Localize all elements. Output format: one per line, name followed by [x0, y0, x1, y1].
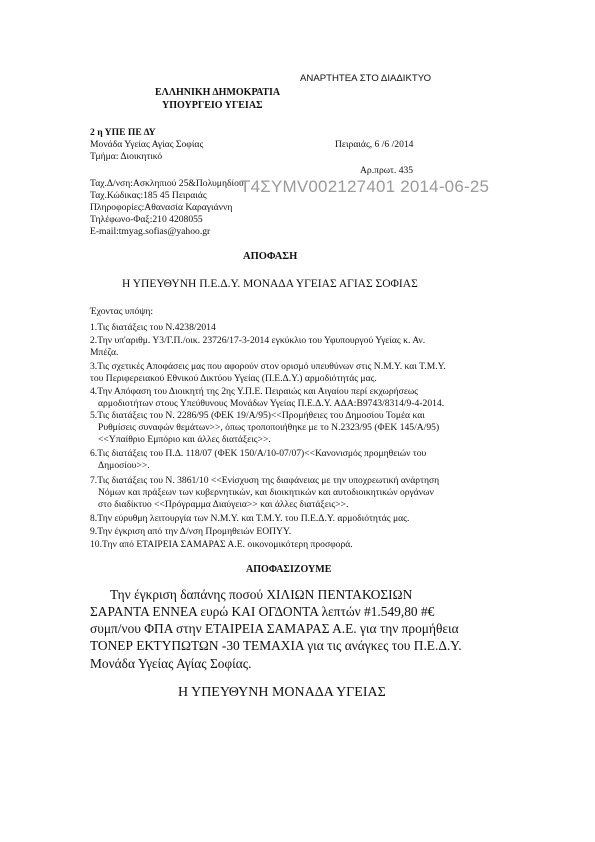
- decision-line-2: ΣΑΡΑΝΤΑ ΕΝΝΕΑ ευρώ ΚΑΙ ΟΓΔΟΝΤΑ λεπτών #1.549,80 #€: [90, 604, 435, 619]
- item-2-cont: Μπέζα.: [90, 347, 119, 358]
- decision-line-1: Την έγκριση δαπάνης ποσού ΧΙΛΙΩΝ ΠΕΝΤΑΚΟΣΙΩΝ: [110, 587, 413, 602]
- item-7-cont-2: στο διαδίκτυο <<Πρόγραμμα Διαύγεια>> και άλλες διατάξεις>>.: [98, 499, 349, 510]
- item-9: 9.Την έγκριση από την Δ/νση Προμηθειών ΕΟΠΥΥ.: [90, 526, 292, 537]
- decision-line-3: συμπ/νου ΦΠΑ στην ΕΤΑΙΡΕΙΑ ΣΑΜΑΡΑΣ Α.Ε. για την προμήθεια: [90, 621, 459, 636]
- item-5-cont-2: <<Υπαίθριο Εμπόριο και άλλες διατάξεις>>.: [98, 434, 271, 445]
- item-6: 6.Τις διατάξεις του Π.Δ. 118/07 (ΦΕΚ 150/Α/10-07/07)<<Κανονισμός προμηθειών του: [90, 448, 427, 459]
- signature-title: Η ΥΠΕΥΘΥΝΗ ΜΟΝΑΔΑ ΥΓΕΙΑΣ: [178, 685, 386, 700]
- phone-fax: Τηλέφωνο-Φαξ:210 4208055: [90, 214, 203, 225]
- address: Ταχ.Δ/νση:Ασκληπιού 25&Πολυμηδίου: [90, 178, 244, 189]
- item-5: 5.Τις διατάξεις του Ν. 2286/95 (ΦΕΚ 19/Α/95)<<Προμήθειες του Δημοσίου Τομέα και: [90, 410, 425, 421]
- publish-note: ΑΝΑΡΤΗΤΕΑ ΣΤΟ ΔΙΑΔΙΚΤΥΟ: [300, 73, 432, 84]
- item-6-cont: Δημοσίου>>.: [98, 460, 150, 471]
- decision-line-5: Μονάδα Υγείας Αγίας Σοφίας.: [90, 656, 252, 671]
- item-10: 10.Την από ΕΤΑΙΡΕΙΑ ΣΑΜΑΡΑΣ Α.Ε. οικονομικότερη προσφορά.: [90, 539, 353, 550]
- decide-heading: ΑΠΟΦΑΣΙΖΟΥΜΕ: [246, 564, 332, 575]
- item-4: 4.Την Απόφαση του Διοικητή της 2ης Υ.Π.Ε. Πειραιώς και Αιγαίου περί εκχωρήσεως: [90, 386, 418, 397]
- email: E-mail:tmyag.sofias@yahoo.gr: [90, 226, 211, 237]
- place-date: Πειραιάς, 6 /6 /2014: [335, 139, 414, 150]
- decision-heading: ΑΠΟΦΑΣΗ: [243, 251, 298, 262]
- ministry-title: ΥΠΟΥΡΓΕΙΟ ΥΓΕΙΑΣ: [162, 100, 263, 111]
- item-1: 1.Τις διατάξεις του Ν.4238/2014: [90, 322, 216, 333]
- item-2: 2.Την υπ'αριθμ. Υ3/Γ.Π./οικ. 23726/17-3-2014 εγκύκλιο του Υφυπουργού Υγείας κ. Αν.: [90, 335, 426, 346]
- item-5-cont: Ρυθμίσεις συναφών θεμάτων>>, όπως τροποποιήθηκε με το Ν.2323/95 (ΦΕΚ 145/Α/95): [98, 422, 440, 433]
- item-3: 3.Τις σχετικές Αποφάσεις μας που αφορούν στον ορισμό υπευθύνων στις Ν.Μ.Υ. και Τ.Μ.Υ.: [90, 361, 446, 372]
- item-8: 8.Την εύρυθμη λειτουργία των Ν.Μ.Υ. και Τ.Μ.Υ. του Π.Ε.Δ.Υ. αρμοδιότητάς μας.: [90, 513, 410, 524]
- unit-name: Μονάδα Υγείας Αγίας Σοφίας: [90, 139, 204, 150]
- item-7-cont: Νόμων και πράξεων των κυβερνητικών, και διοικητικών και αυτοδιοικητικών οργάνων: [98, 487, 434, 498]
- protocol-number: Αρ.πρωτ. 435: [360, 165, 414, 176]
- authority-heading: Η ΥΠΕΥΘΥΝΗ Π.Ε.Δ.Υ. ΜΟΝΑΔΑ ΥΓΕΙΑΣ ΑΓΙΑΣ ΣΟΦΙΑΣ: [122, 278, 418, 290]
- item-3-cont: του Περιφερειακού Εθνικού Δικτύου Υγείας (Π.Ε.Δ.Υ.) αρμοδιότητάς μας.: [90, 373, 377, 384]
- decision-line-4: ΤΟΝΕΡ ΕΚΤΥΠΩΤΩΝ -30 ΤΕΜΑΧΙΑ για τις ανάγκες του Π.Ε.Δ.Υ.: [90, 638, 462, 653]
- contact-info: Πληροφορίες:Αθανασία Καραγιάννη: [90, 202, 233, 213]
- considering-label: Έχοντας υπόψη:: [90, 306, 153, 317]
- republic-title: ΕΛΛΗΝΙΚΗ ΔΗΜΟΚΡΑΤΙΑ: [155, 87, 281, 98]
- item-7: 7.Τις διατάξεις του Ν. 3861/10 <<Ενίσχυση της διαφάνειας με την υποχρεωτική ανάρτηση: [90, 475, 440, 486]
- ype-label: 2 η ΥΠΕ ΠΕ ΔΥ: [90, 127, 156, 138]
- department: Τμήμα: Διοικητικό: [90, 151, 163, 162]
- postal-code: Ταχ.Κώδικας:185 45 Πειραιάς: [90, 190, 207, 201]
- ada-watermark: Τ4ΣΥΜV002127401 2014-06-25: [240, 177, 490, 196]
- item-4-cont: αρμοδιοτήτων στους Υπεύθυνους Μονάδων Υγείας Π.Ε.Δ.Υ. ΑΔΑ:Β9743/8314/9-4-2014.: [98, 398, 445, 409]
